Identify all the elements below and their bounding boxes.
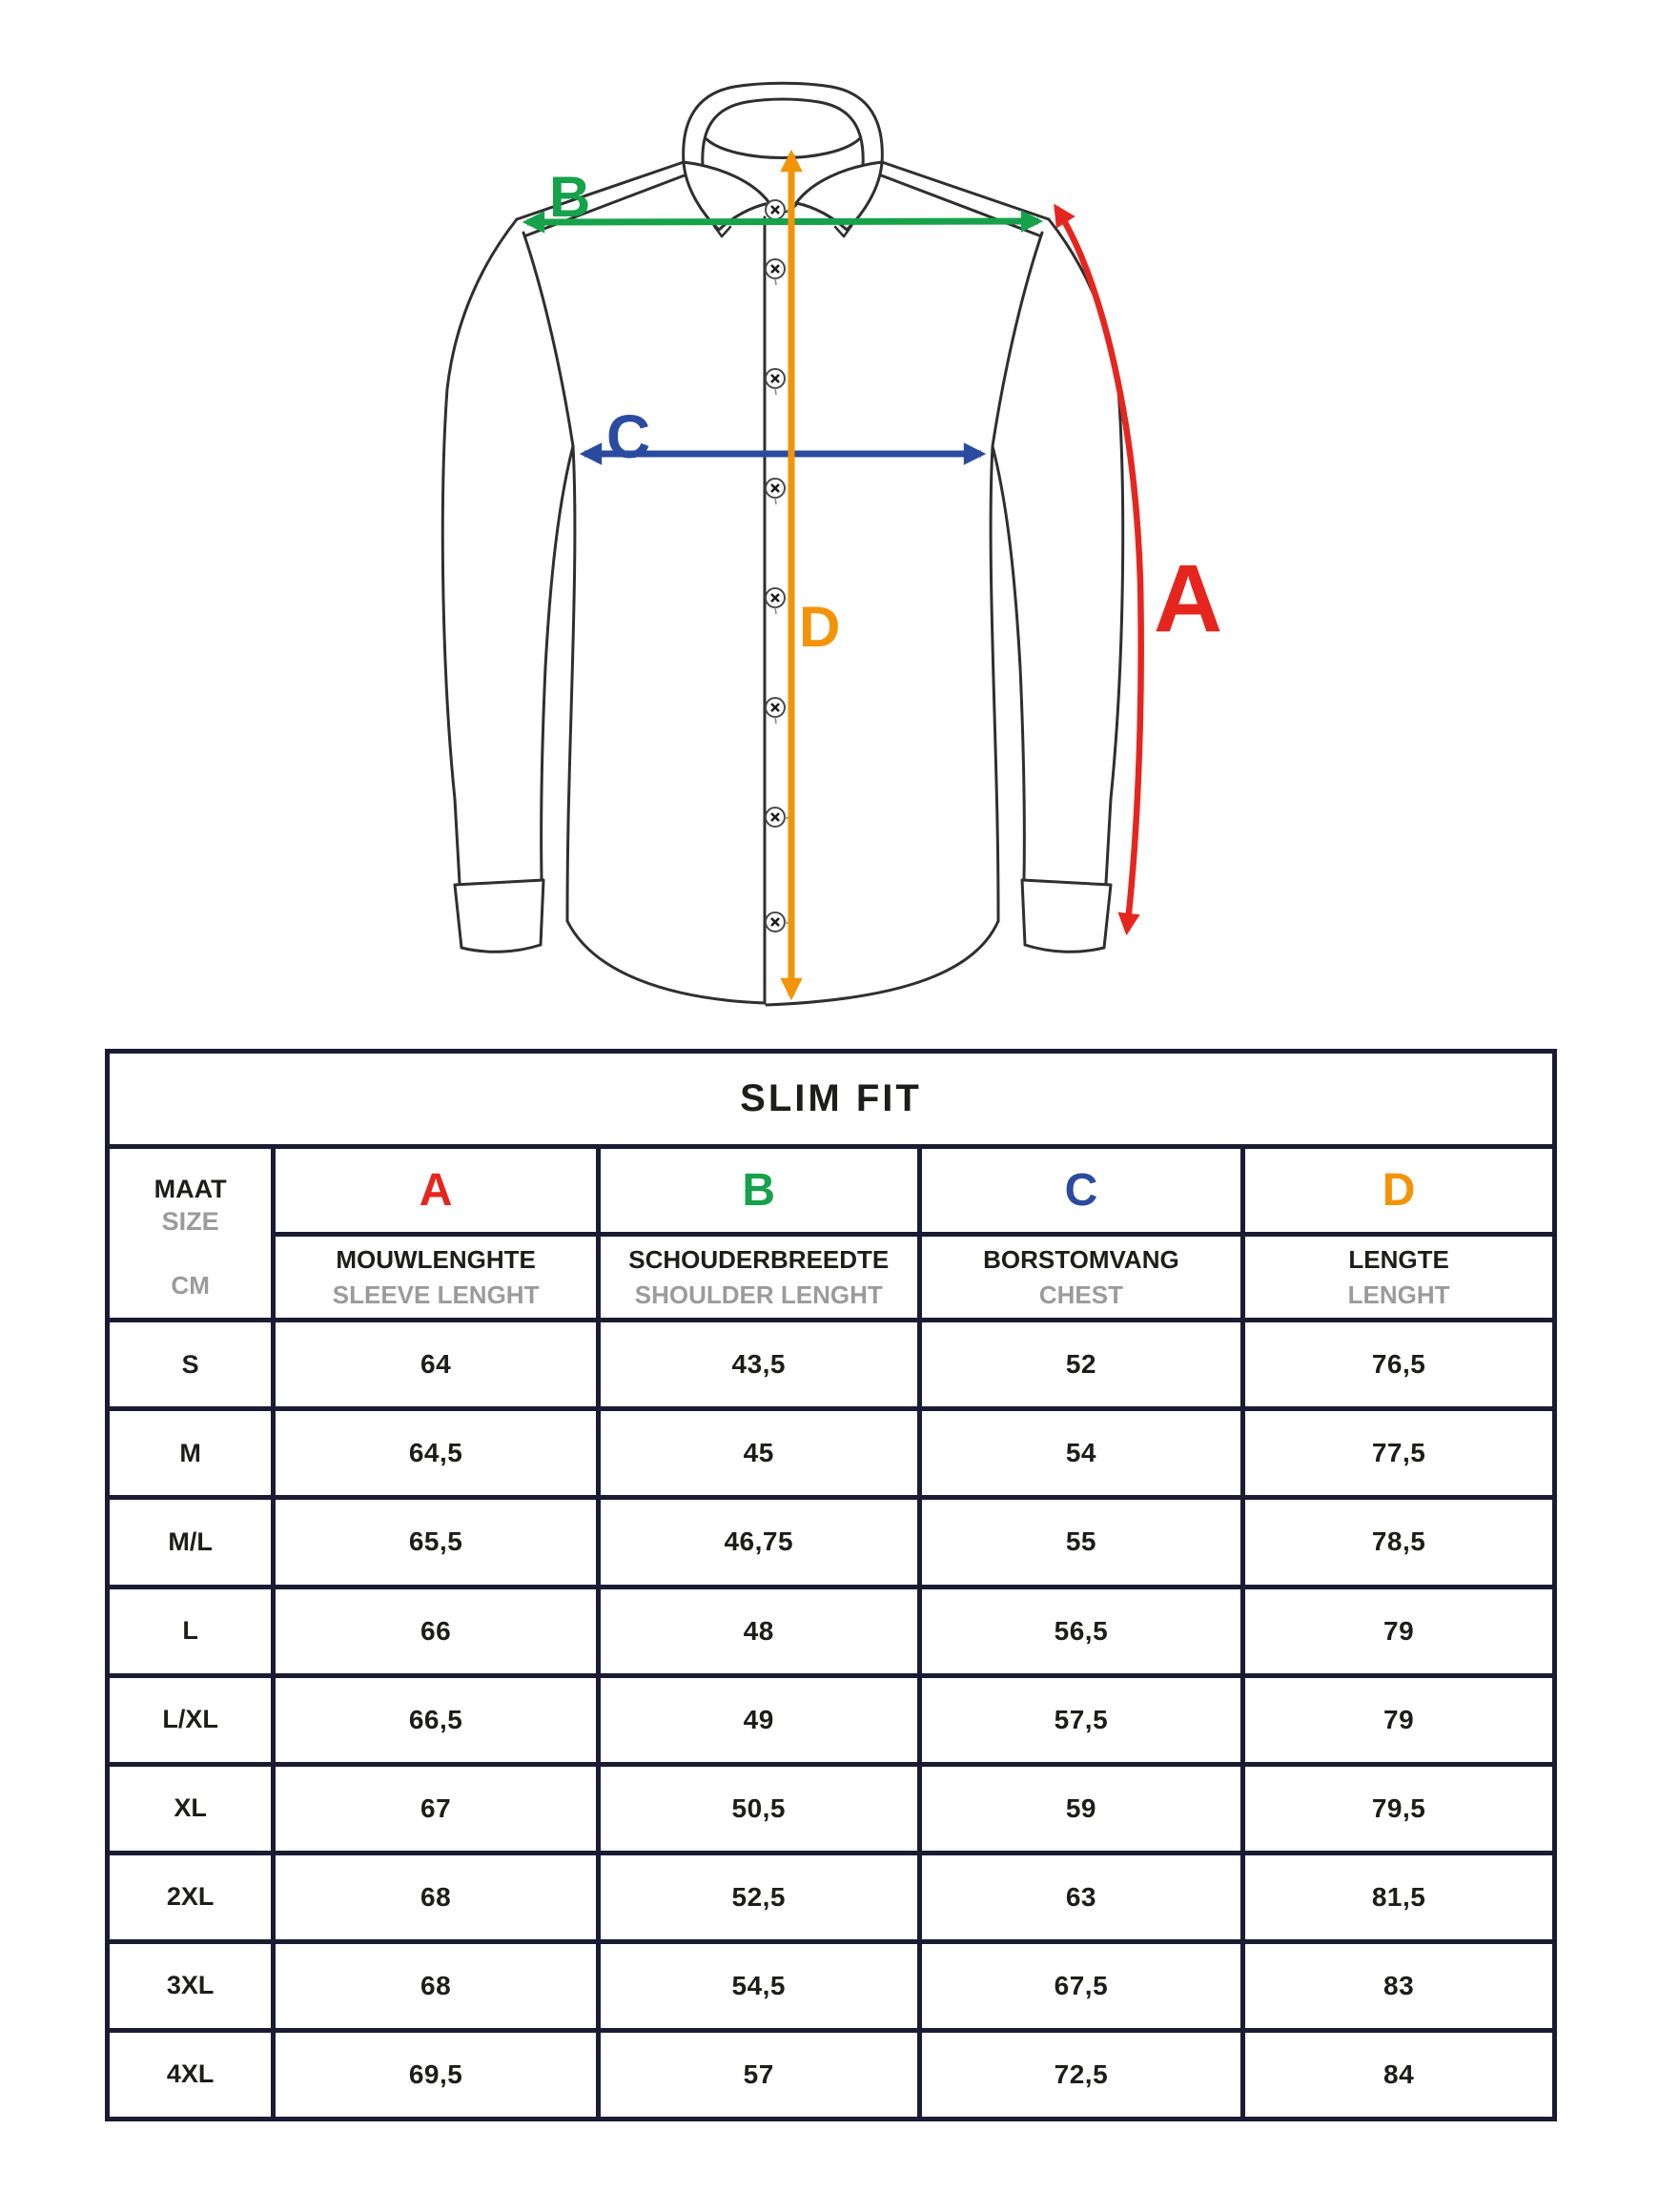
size-value-d: 83: [1245, 1944, 1552, 2028]
size-value-b: 57: [601, 2033, 917, 2117]
size-value-c: 56,5: [922, 1589, 1241, 1673]
left-sleeve-outer: [442, 219, 517, 883]
size-value-b: 54,5: [601, 1944, 917, 2028]
size-value-a: 68: [276, 1944, 596, 2028]
column-letter-d: D: [1245, 1149, 1552, 1232]
column-letter-c: C: [922, 1149, 1241, 1232]
right-cuff: [1022, 880, 1111, 952]
size-value-c: 67,5: [922, 1944, 1241, 2028]
size-row-label: XL: [110, 1767, 271, 1851]
size-value-b: 52,5: [601, 1855, 917, 1939]
label-c: C: [606, 402, 651, 471]
button-icon: [766, 479, 785, 504]
collar-inner: [703, 99, 863, 166]
column-letter-a: A: [276, 1149, 596, 1232]
size-value-d: 81,5: [1245, 1855, 1552, 1939]
column-letter-b: B: [601, 1149, 917, 1232]
left-armhole: [523, 233, 573, 446]
size-header-en: SIZE: [161, 1206, 219, 1236]
size-value-a: 64,5: [276, 1411, 596, 1495]
table-title-cell: [110, 1054, 1552, 1144]
button-icon: [766, 912, 790, 932]
button-icon: [766, 259, 785, 285]
shoulder-width-arrow-b: [527, 221, 1038, 222]
size-value-c: 59: [922, 1767, 1241, 1851]
size-row-label: 2XL: [110, 1855, 271, 1939]
hem: [567, 921, 998, 1005]
size-row-label: L: [110, 1589, 271, 1673]
size-value-d: 79: [1245, 1678, 1552, 1762]
column-desc-c: BORSTOMVANG CHEST: [922, 1237, 1241, 1318]
size-value-a: 66,5: [276, 1678, 596, 1762]
size-row-label: 4XL: [110, 2033, 271, 2117]
size-header-nl: MAAT: [154, 1175, 227, 1204]
collar-outer: [684, 83, 883, 164]
size-header-cell: [110, 1149, 271, 1318]
sleeve-length-arrow-a: [1056, 208, 1141, 931]
shirt-measurement-diagram: [0, 0, 1659, 1049]
label-b: B: [549, 165, 591, 229]
size-value-d: 77,5: [1245, 1411, 1552, 1495]
size-value-c: 57,5: [922, 1678, 1241, 1762]
size-row-label: M/L: [110, 1500, 271, 1584]
right-body-seam: [991, 446, 998, 921]
left-cuff: [455, 880, 543, 952]
size-value-a: 64: [276, 1322, 596, 1406]
size-table: [105, 1049, 1557, 2121]
size-value-c: 54: [922, 1411, 1241, 1495]
column-desc-a: MOUWLENGHTE SLEEVE LENGHT: [276, 1237, 596, 1318]
size-value-d: 84: [1245, 2033, 1552, 2117]
size-header-unit: CM: [171, 1270, 210, 1300]
size-value-a: 65,5: [276, 1500, 596, 1584]
column-desc-b: SCHOUDERBREEDTE SHOULDER LENGHT: [601, 1237, 917, 1318]
size-value-a: 66: [276, 1589, 596, 1673]
size-value-b: 45: [601, 1411, 917, 1495]
size-value-d: 79,5: [1245, 1767, 1552, 1851]
collar-wing-notches: [714, 226, 851, 236]
size-value-a: 68: [276, 1855, 596, 1939]
size-value-c: 72,5: [922, 2033, 1241, 2117]
size-value-b: 43,5: [601, 1322, 917, 1406]
size-value-c: 52: [922, 1322, 1241, 1406]
column-desc-d: LENGTE LENGHT: [1245, 1237, 1552, 1318]
size-row-label: S: [110, 1322, 271, 1406]
size-value-c: 55: [922, 1500, 1241, 1584]
right-armhole: [993, 233, 1042, 446]
size-value-d: 76,5: [1245, 1322, 1552, 1406]
label-a: A: [1154, 545, 1223, 652]
size-value-b: 46,75: [601, 1500, 917, 1584]
button-icon: [766, 588, 785, 614]
button-icon: [766, 698, 785, 724]
size-value-a: 69,5: [276, 2033, 596, 2117]
left-body-seam: [567, 446, 575, 921]
size-value-b: 49: [601, 1678, 917, 1762]
size-value-d: 79: [1245, 1589, 1552, 1673]
size-row-label: 3XL: [110, 1944, 271, 2028]
table-title: SLIM FIT: [740, 1077, 922, 1120]
size-value-a: 67: [276, 1767, 596, 1851]
button-icon: [766, 200, 790, 219]
button-icon: [766, 808, 790, 827]
size-value-b: 50,5: [601, 1767, 917, 1851]
size-value-c: 63: [922, 1855, 1241, 1939]
size-value-b: 48: [601, 1589, 917, 1673]
right-sleeve-outer: [1049, 219, 1123, 883]
button-icon: [766, 369, 785, 395]
buttons: [766, 200, 790, 932]
label-d: D: [799, 595, 841, 659]
collar-back-neck: [707, 139, 859, 158]
size-row-label: L/XL: [110, 1678, 271, 1762]
size-value-d: 78,5: [1245, 1500, 1552, 1584]
size-row-label: M: [110, 1411, 271, 1495]
